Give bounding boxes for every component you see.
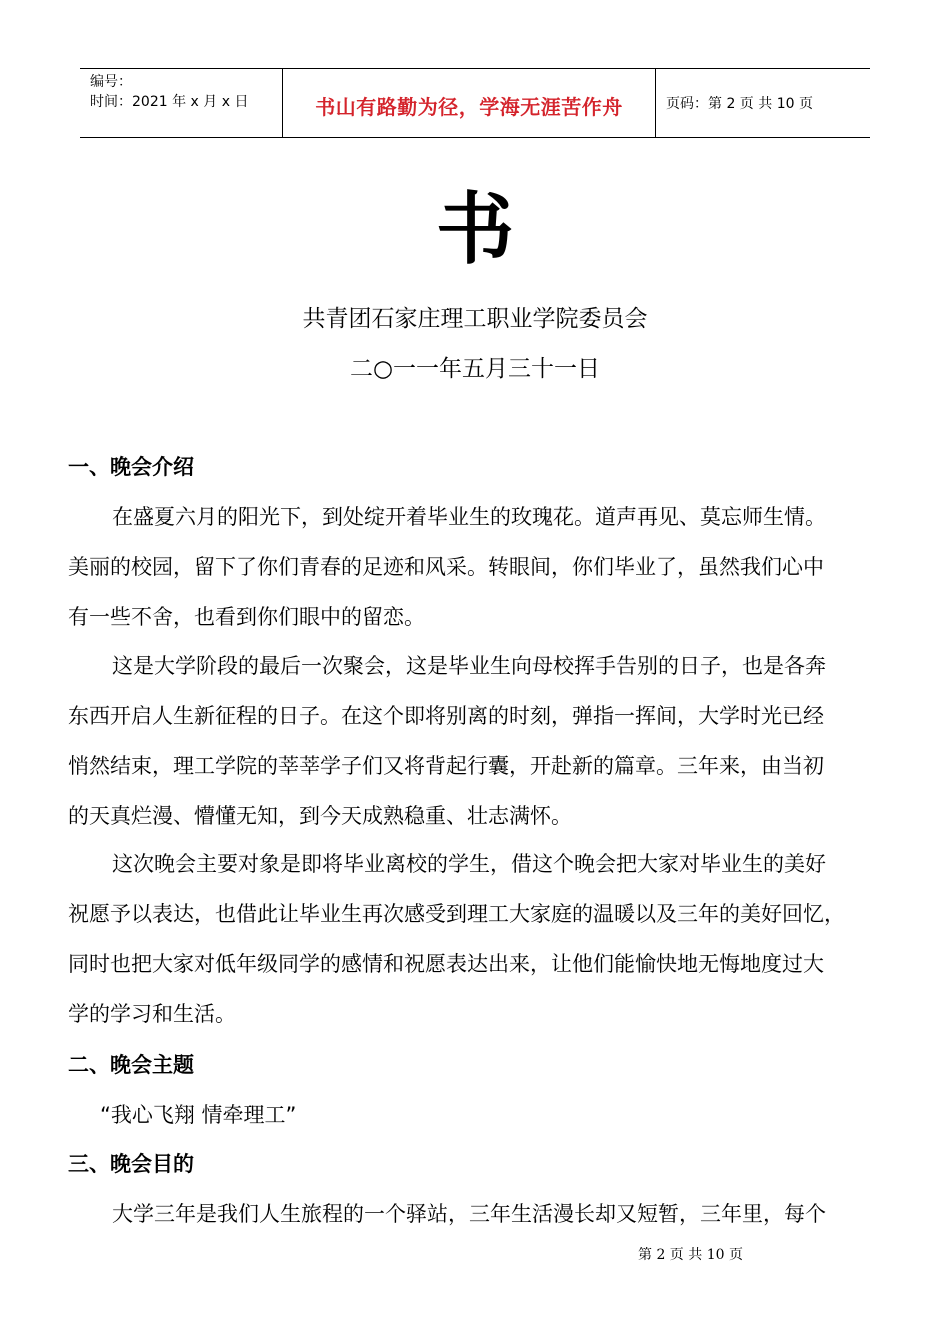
paragraph-line: 在盛夏六月的阳光下，到处绽开着毕业生的玫瑰花。道声再见、莫忘师生情。 [112, 505, 826, 529]
page-footer: 第 2 页 共 10 页 [638, 1247, 743, 1263]
section-heading-theme: 二、晚会主题 [68, 1053, 194, 1077]
header-page-cell [656, 69, 870, 137]
header-motto-cell [282, 69, 656, 137]
paragraph-line: 这次晚会主要对象是即将毕业离校的学生，借这个晚会把大家对毕业生的美好 [112, 852, 826, 876]
header-info-cell [80, 69, 282, 137]
number-label: 编号： [90, 74, 132, 90]
page-label: 页码：第 2 页 共 10 页 [666, 96, 813, 112]
section-heading-intro: 一、晚会介绍 [68, 455, 194, 479]
paragraph-intro-3 [68, 839, 890, 1039]
paragraph-line: 悄然结束，理工学院的莘莘学子们又将背起行囊，开赴新的篇章。三年来，由当初 [68, 754, 824, 778]
issue-date: 二○一一年五月三十一日 [349, 356, 601, 382]
paragraph-line: 美丽的校园，留下了你们青春的足迹和风采。转眼间，你们毕业了，虽然我们心中 [68, 555, 824, 579]
paragraph-line: 大学三年是我们人生旅程的一个驿站，三年生活漫长却又短暂，三年里，每个 [112, 1202, 826, 1226]
organization-name: 共青团石家庄理工职业学院委员会 [302, 306, 648, 332]
section-heading-purpose: 三、晚会目的 [68, 1152, 194, 1176]
paragraph-line: 有一些不舍，也看到你们眼中的留恋。 [68, 605, 425, 629]
motto: 书山有路勤为径，学海无涯苦作舟 [315, 95, 623, 119]
paragraph-intro-1 [68, 492, 890, 642]
title-character: 书 [435, 185, 514, 275]
paragraph-line: 祝愿予以表达，也借此让毕业生再次感受到理工大家庭的温暖以及三年的美好回忆， [68, 902, 845, 926]
paragraph-line: 这是大学阶段的最后一次聚会，这是毕业生向母校挥手告别的日子，也是各奔 [112, 654, 826, 678]
date-label: 时间：2021 年 x 月 x 日 [90, 94, 249, 110]
paragraph-line: 同时也把大家对低年级同学的感情和祝愿表达出来，让他们能愉快地无悔地度过大 [68, 952, 824, 976]
paragraph-purpose-1 [68, 1189, 890, 1239]
paragraph-line: 东西开启人生新征程的日子。在这个即将别离的时刻，弹指一挥间，大学时光已经 [68, 704, 824, 728]
document-header [80, 68, 870, 138]
theme-slogan: “我心飞翔 情牵理工” [100, 1103, 297, 1127]
paragraph-line: 学的学习和生活。 [68, 1002, 236, 1026]
paragraph-line: 的天真烂漫、懵懂无知，到今天成熟稳重、壮志满怀。 [68, 804, 572, 828]
paragraph-intro-2 [68, 641, 890, 841]
